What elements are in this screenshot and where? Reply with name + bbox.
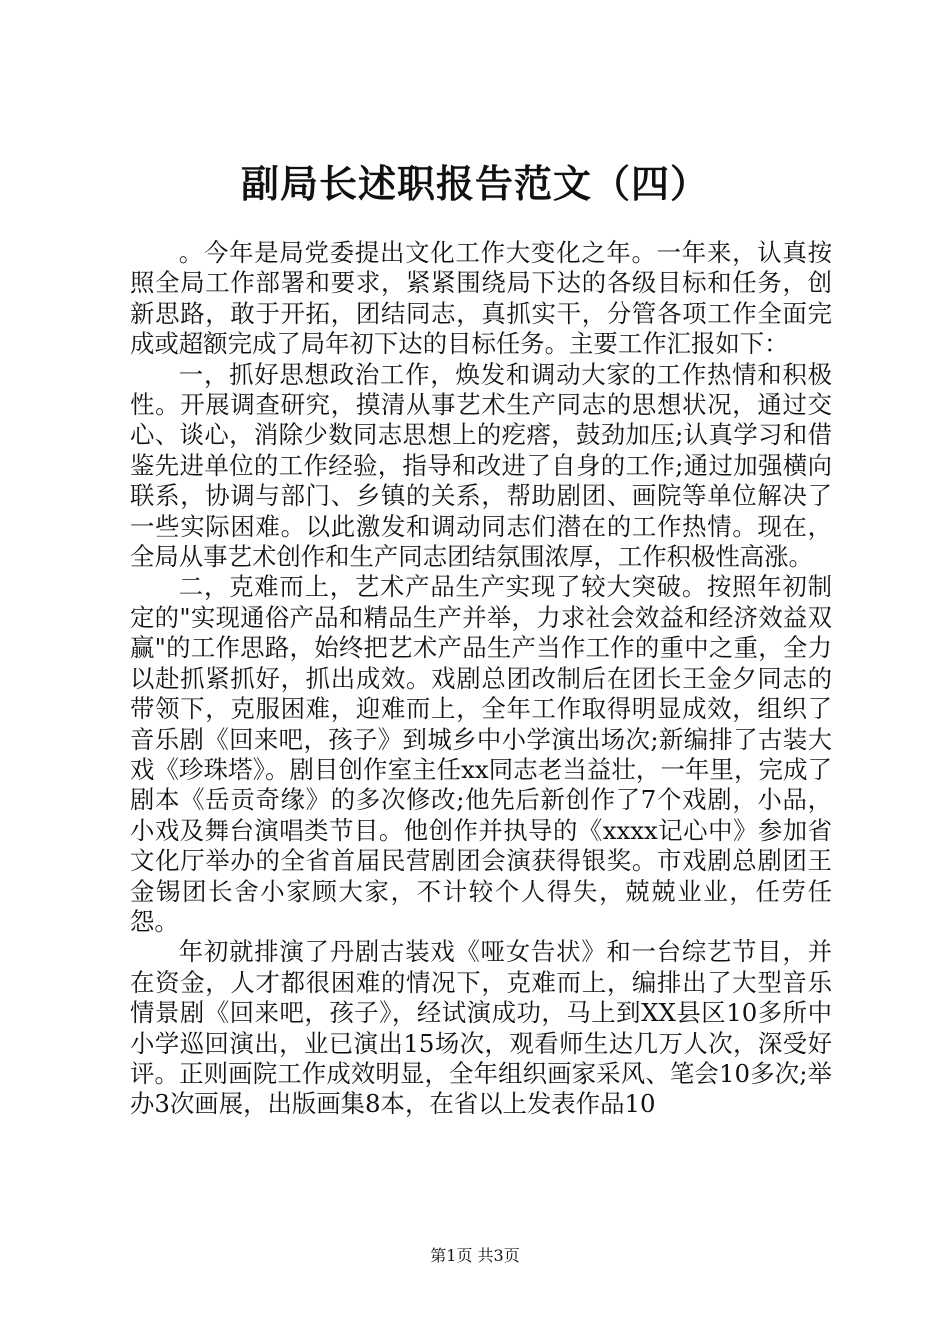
paragraph-section-2: 二，克难而上，艺术产品生产实现了较大突破。按照年初制定的"实现通俗产品和精品生产并举，力求社会效益和经济效益双赢"的工作思路，始终把艺术产品生产当作工作的重中之重，全力以赴抓紧抓好，抓出成效。戏剧总团改制后在团长王金夕同志的带领下，克服困难，迎难而上，全年工作取得明显成效，组织了音乐剧《回来吧，孩子》到城乡中小学演出场次;新编排了古装大戏《珍珠塔》。剧目创作室主任xx同志老当益壮，一年里，完成了剧本《岳贡奇缘》的多次修改;他先后新创作了7个戏剧，小品，小戏及舞台演唱类节目。他创作并执导的《xxxx记心中》参加省文化厅举办的全省首届民营剧团会演获得银奖。市戏剧总剧团王金锡团长舍小家顾大家，不计较个人得失，兢兢业业，任劳任怨。 <box>130 572 832 936</box>
paragraph-section-1: 一，抓好思想政治工作，焕发和调动大家的工作热情和积极性。开展调查研究，摸清从事艺术生产同志的思想状况，通过交心、谈心，消除少数同志思想上的疙瘩，鼓劲加压;认真学习和借鉴先进单位的工作经验，指导和改进了自身的工作;通过加强横向联系，协调与部门、乡镇的关系，帮助剧团、画院等单位解决了一些实际困难。以此激发和调动同志们潜在的工作热情。现在，全局从事艺术创作和生产同志团结氛围浓厚，工作积极性高涨。 <box>130 359 832 572</box>
page-footer: 第1页 共3页 <box>430 1246 520 1265</box>
paragraph-intro: 。今年是局党委提出文化工作大变化之年。一年来，认真按照全局工作部署和要求，紧紧围绕局下达的各级目标和任务，创新思路，敢于开拓，团结同志，真抓实干，分管各项工作全面完成或超额完成了局年初下达的目标任务。主要工作汇报如下： <box>130 238 832 359</box>
paragraph-section-2-continued: 年初就排演了丹剧古装戏《哑女告状》和一台综艺节目，并在资金，人才都很困难的情况下，克难而上，编排出了大型音乐情景剧《回来吧，孩子》，经试演成功，马上到XX县区10多所中小学巡回演出，业已演出15场次，观看师生达几万人次，深受好评。正则画院工作成效明显，全年组织画家采风、笔会10多次;举办3次画展，出版画集8本，在省以上发表作品10 <box>130 937 832 1119</box>
document-title: 副局长述职报告范文（四） <box>240 161 709 206</box>
document-body <box>130 238 832 1120</box>
